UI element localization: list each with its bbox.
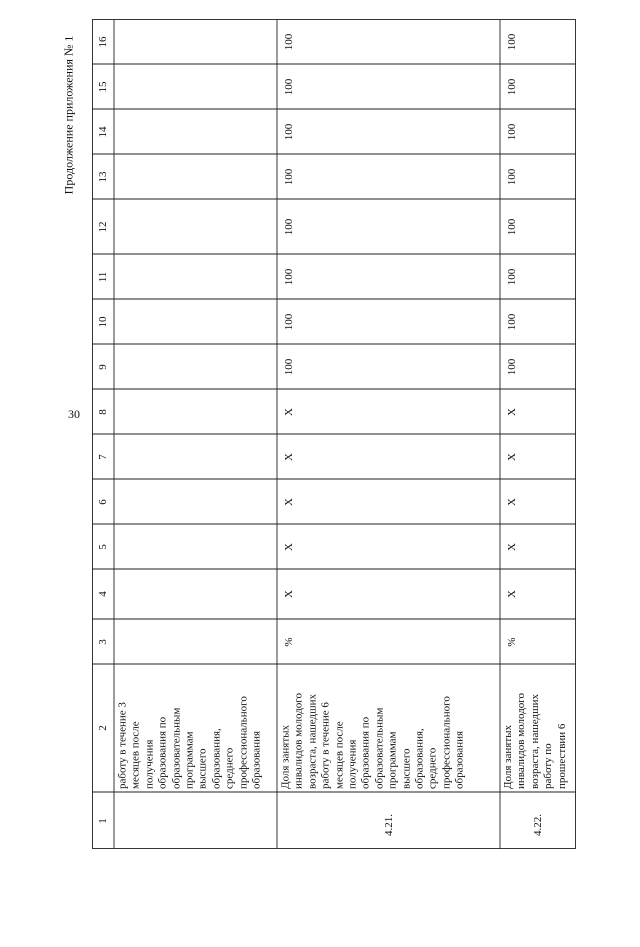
header-label: 4 bbox=[97, 591, 109, 597]
header-label: 11 bbox=[97, 271, 109, 282]
cell-value: 100 bbox=[506, 168, 518, 185]
header-label: 5 bbox=[97, 543, 109, 550]
description-line: работу в течение 6 bbox=[319, 702, 332, 789]
value-cell bbox=[114, 479, 277, 524]
header-cell bbox=[92, 199, 114, 254]
continuation-note-text: Продолжение приложения № 1 bbox=[61, 35, 76, 195]
description-line: программам bbox=[386, 731, 399, 789]
header-cell bbox=[92, 64, 114, 109]
value-cell bbox=[277, 434, 500, 479]
header-label: 15 bbox=[97, 81, 109, 92]
value-cell bbox=[500, 434, 576, 479]
header-cell bbox=[92, 389, 114, 434]
header-cell bbox=[92, 254, 114, 299]
description-line: инвалидов молодого bbox=[515, 692, 528, 789]
description-line: работу в течение 3 bbox=[116, 702, 128, 789]
value-cell bbox=[114, 254, 277, 299]
description-cell bbox=[114, 664, 277, 792]
row-number: 4.22. bbox=[532, 814, 544, 836]
header-label: 10 bbox=[97, 316, 109, 327]
value-cell bbox=[500, 344, 576, 389]
description-line: образования bbox=[453, 730, 466, 789]
value-cell bbox=[277, 19, 500, 64]
row-number-cell bbox=[500, 792, 576, 849]
cell-value: X bbox=[506, 497, 518, 506]
cell-value: 100 bbox=[506, 358, 518, 375]
cell-value: 100 bbox=[506, 33, 518, 50]
value-cell bbox=[500, 619, 576, 664]
description-line: образовательным bbox=[169, 707, 182, 789]
cell-value: 100 bbox=[283, 123, 295, 140]
value-cell bbox=[500, 154, 576, 199]
data-table bbox=[92, 19, 576, 849]
description-line: инвалидов молодого bbox=[292, 692, 305, 789]
value-cell bbox=[500, 109, 576, 154]
header-label: 2 bbox=[97, 725, 109, 731]
description-line: среднего bbox=[223, 747, 236, 789]
cell-value: % bbox=[283, 636, 295, 647]
cell-value: X bbox=[283, 542, 295, 551]
description-line: Доля занятых bbox=[502, 724, 514, 789]
header-label: 1 bbox=[97, 817, 109, 824]
header-label: 14 bbox=[97, 126, 109, 137]
header-cell bbox=[92, 792, 114, 849]
value-cell bbox=[114, 299, 277, 344]
description-line: получения bbox=[346, 739, 359, 789]
description-line: образования по bbox=[156, 716, 169, 789]
header-cell bbox=[92, 19, 114, 64]
description-line: месяцев после bbox=[332, 721, 345, 789]
description-line: профессионального bbox=[236, 696, 249, 789]
cell-value: 100 bbox=[283, 268, 295, 285]
description-cell bbox=[500, 664, 576, 792]
cell-value: % bbox=[506, 636, 518, 647]
description-line: работу по bbox=[542, 743, 555, 789]
description-cell bbox=[277, 664, 500, 792]
description-line: Доля занятых bbox=[279, 724, 291, 789]
value-cell bbox=[500, 299, 576, 344]
header-cell bbox=[92, 664, 114, 792]
value-cell bbox=[500, 389, 576, 434]
value-cell bbox=[277, 344, 500, 389]
header-label: 7 bbox=[97, 453, 109, 460]
header-cell bbox=[92, 479, 114, 524]
header-label: 6 bbox=[97, 498, 109, 505]
description-line: образования, bbox=[209, 728, 222, 789]
cell-value: 100 bbox=[283, 313, 295, 330]
value-cell bbox=[277, 619, 500, 664]
value-cell bbox=[500, 569, 576, 619]
header-cell bbox=[92, 344, 114, 389]
value-cell bbox=[277, 254, 500, 299]
description-line: образования, bbox=[413, 728, 426, 789]
page-number: 30 bbox=[68, 407, 80, 421]
cell-value: 100 bbox=[506, 78, 518, 95]
value-cell bbox=[114, 389, 277, 434]
header-label: 8 bbox=[97, 408, 109, 415]
description-line: месяцев после bbox=[129, 721, 142, 789]
value-cell bbox=[114, 199, 277, 254]
header-cell bbox=[92, 109, 114, 154]
header-label: 16 bbox=[97, 36, 109, 47]
value-cell bbox=[277, 299, 500, 344]
value-cell bbox=[114, 619, 277, 664]
cell-value: X bbox=[506, 590, 518, 598]
description-line: возраста, нашедших bbox=[528, 694, 541, 789]
value-cell bbox=[114, 154, 277, 199]
cell-value: 100 bbox=[283, 358, 295, 375]
description-line: программам bbox=[183, 731, 196, 789]
cell-value: 100 bbox=[506, 268, 518, 285]
value-cell bbox=[500, 524, 576, 569]
description-line: профессионального bbox=[439, 696, 452, 789]
cell-value: X bbox=[506, 452, 518, 461]
value-cell bbox=[277, 109, 500, 154]
header-label: 12 bbox=[97, 221, 109, 232]
value-cell bbox=[114, 64, 277, 109]
value-cell bbox=[277, 199, 500, 254]
cell-value: 100 bbox=[283, 168, 295, 185]
value-cell bbox=[277, 389, 500, 434]
value-cell bbox=[500, 199, 576, 254]
description-line: высшего bbox=[196, 748, 209, 789]
value-cell bbox=[277, 64, 500, 109]
cell-value: 100 bbox=[506, 123, 518, 140]
header-label: 9 bbox=[97, 363, 109, 370]
header-cell bbox=[92, 619, 114, 664]
header-label: 3 bbox=[97, 638, 109, 645]
description-line: образования по bbox=[359, 716, 372, 789]
cell-value: 100 bbox=[283, 33, 295, 50]
cell-value: X bbox=[283, 407, 295, 416]
row-number: 4.21. bbox=[382, 814, 395, 836]
cell-value: X bbox=[283, 497, 295, 506]
value-cell bbox=[114, 109, 277, 154]
header-cell bbox=[92, 569, 114, 619]
value-cell bbox=[500, 479, 576, 524]
description-line: прошествии 6 bbox=[555, 723, 568, 789]
value-cell bbox=[277, 479, 500, 524]
value-cell bbox=[277, 524, 500, 569]
value-cell bbox=[114, 569, 277, 619]
description-line: образования bbox=[250, 730, 263, 789]
value-cell bbox=[500, 64, 576, 109]
value-cell bbox=[500, 19, 576, 64]
value-cell bbox=[114, 344, 277, 389]
cell-value: 100 bbox=[506, 218, 518, 235]
description-line: образовательным bbox=[372, 707, 385, 789]
value-cell bbox=[277, 569, 500, 619]
header-label: 13 bbox=[97, 171, 109, 182]
cell-value: 100 bbox=[283, 218, 295, 235]
cell-value: X bbox=[283, 452, 295, 461]
cell-value: 100 bbox=[506, 313, 518, 330]
description-line: возраста, нашедших bbox=[305, 694, 318, 789]
cell-value: 100 bbox=[283, 78, 295, 95]
description-line: среднего bbox=[426, 747, 439, 789]
header-cell bbox=[92, 299, 114, 344]
value-cell bbox=[114, 434, 277, 479]
continuation-note bbox=[59, 20, 79, 210]
cell-value: X bbox=[506, 542, 518, 551]
description-line: высшего bbox=[399, 748, 412, 789]
cell-value: X bbox=[283, 590, 295, 598]
header-cell bbox=[92, 434, 114, 479]
value-cell bbox=[114, 524, 277, 569]
value-cell bbox=[500, 254, 576, 299]
description-line: получения bbox=[142, 739, 155, 789]
value-cell bbox=[277, 154, 500, 199]
value-cell bbox=[114, 19, 277, 64]
header-cell bbox=[92, 154, 114, 199]
cell-value: X bbox=[506, 407, 518, 416]
header-cell bbox=[92, 524, 114, 569]
